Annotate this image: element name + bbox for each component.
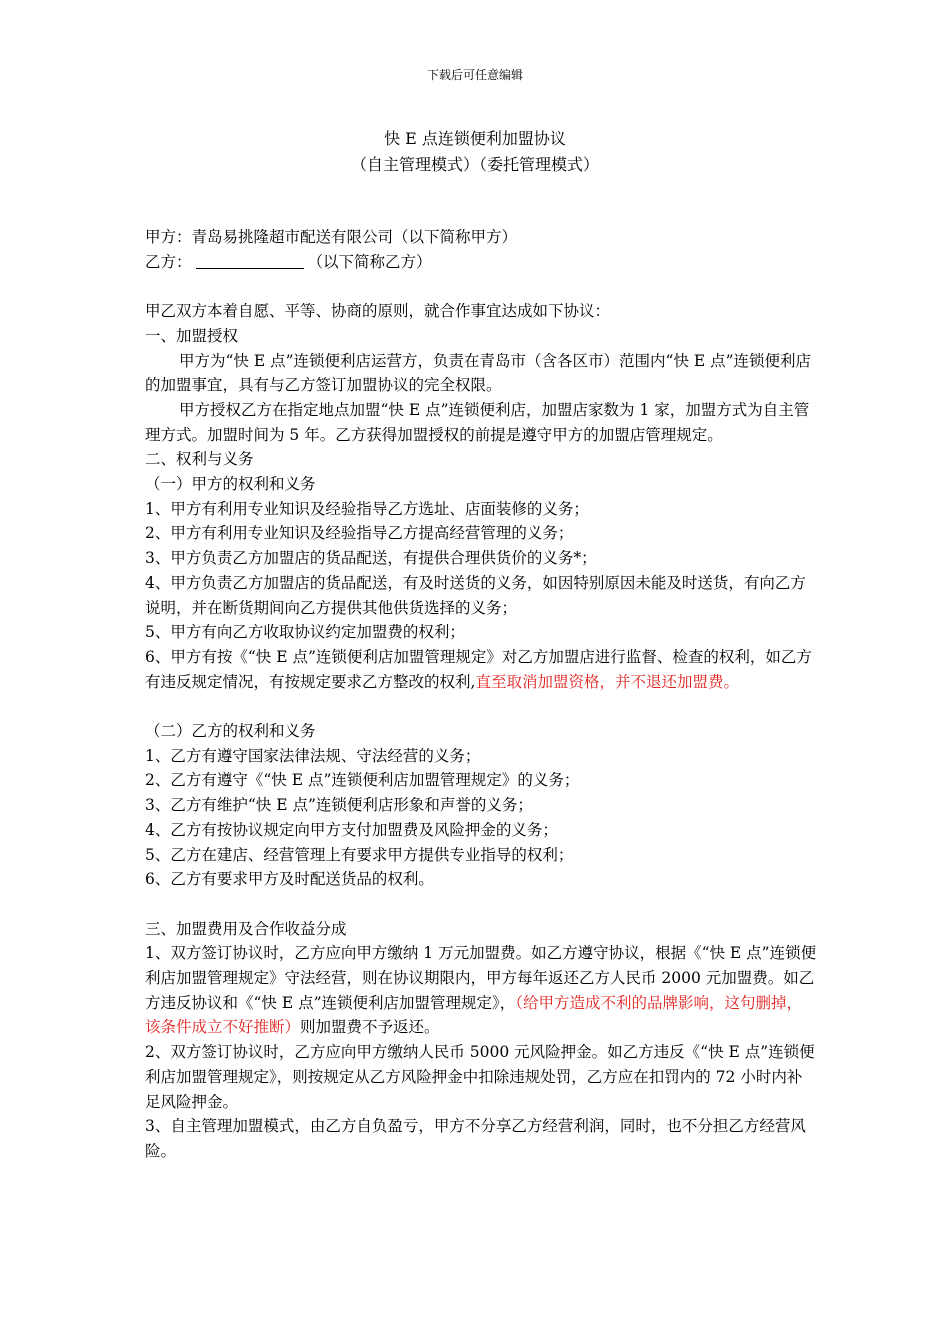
section-2b-item-3: 3、乙方有维护“快 E 点”连锁便利店形象和声誉的义务；: [145, 796, 533, 815]
document-subtitle: （自主管理模式）（委托管理模式）: [350, 155, 599, 174]
section-3-item-1-text: 1、双方签订协议时，乙方应向甲方缴纳 1 万元加盟费。如乙方遵守协议，根据《“快 E 点”连锁便利店加盟管理规定》守法经营，则在协议期限内，甲方每年返还乙方人民币 2000 元加盟费。如乙方违反协议和《“快 E 点”连锁便利店加盟管理规定》，: [145, 944, 817, 1012]
section-1-heading: 一、加盟授权: [145, 326, 239, 345]
spacer: [145, 892, 817, 917]
section-2b-item-6: 6、乙方有要求甲方及时配送货品的权利。: [145, 870, 434, 889]
intro-paragraph: 甲乙双方本着自愿、平等、协商的原则，就合作事宜达成如下协议：: [145, 302, 611, 321]
party-b-prefix: 乙方：: [145, 252, 192, 271]
section-2a-heading: （一）甲方的权利和义务: [145, 475, 316, 494]
section-3-item-1-red-note: （给甲方造成不利的品牌影响，这句删掉，该条件成立不好推断）: [145, 993, 803, 1037]
party-b: [145, 250, 817, 275]
section-2-heading: 二、权利与义务: [145, 450, 254, 469]
party-a: 甲方：青岛易挑隆超市配送有限公司（以下简称甲方）: [145, 228, 518, 246]
section-3-heading: 三、加盟费用及合作收益分成: [145, 919, 347, 938]
section-1-paragraph-2: 甲方授权乙方在指定地点加盟“快 E 点”连锁便利店，加盟店家数为 1 家，加盟方式为自主管理方式。加盟时间为 5 年。乙方获得加盟授权的前提是遵守甲方的加盟店管理规定。: [145, 400, 810, 444]
header-note: 下载后可任意编辑: [426, 68, 523, 82]
section-2a-item-2: 2、甲方有利用专业知识及经验指导乙方提高经营管理的义务；: [145, 524, 574, 543]
section-2b-item-4: 4、乙方有按协议规定向甲方支付加盟费及风险押金的义务；: [145, 820, 558, 839]
section-2a-item-5: 5、甲方有向乙方收取协议约定加盟费的权利；: [145, 623, 465, 642]
section-3-item-3: 3、自主管理加盟模式，由乙方自负盈亏，甲方不分享乙方经营利润，同时，也不分担乙方经营风险。: [145, 1117, 806, 1160]
section-1-paragraph-1: 甲方为“快 E 点”连锁便利店运营方，负责在青岛市（含各区市）范围内“快 E 点”连锁便利店的加盟事宜，具有与乙方签订加盟协议的完全权限。: [145, 351, 812, 395]
section-2b-item-2: 2、乙方有遵守《“快 E 点”连锁便利店加盟管理规定》的义务；: [145, 771, 580, 790]
section-2a-item-1: 1、甲方有利用专业知识及经验指导乙方选址、店面装修的义务；: [145, 499, 589, 518]
document-title: 快 E 点连锁便利加盟协议: [384, 129, 566, 148]
section-2b-item-1: 1、乙方有遵守国家法律法规、守法经营的义务；: [145, 746, 481, 765]
section-2a-item-4: 4、甲方负责乙方加盟店的货品配送，有及时送货的义务，如因特别原因未能及时送货，有向乙方说明，并在断货期间向乙方提供其他供货选择的义务；: [145, 573, 806, 617]
section-3-item-2: 2、双方签订协议时，乙方应向甲方缴纳人民币 5000 元风险押金。如乙方违反《“快 E 点”连锁便利店加盟管理规定》，则按规定从乙方风险押金中扣除违规处罚，乙方应在扣罚内的 72 小时内补足风险押金。: [145, 1043, 815, 1111]
party-b-suffix: （以下简称乙方）: [307, 252, 432, 271]
section-2a-item-6-red-note: 直至取消加盟资格，并不退还加盟费。: [475, 672, 739, 691]
section-3-item-1: [145, 941, 817, 1040]
section-2a-item-3: 3、甲方负责乙方加盟店的货品配送，有提供合理供货价的义务*；: [145, 549, 597, 568]
spacer: [145, 274, 817, 299]
section-2a-item-6: [145, 645, 817, 694]
section-2b-heading: （二）乙方的权利和义务: [145, 722, 316, 741]
section-2b-item-5: 5、乙方在建店、经营管理上有要求甲方提供专业指导的权利；: [145, 845, 574, 864]
document-body: [145, 225, 817, 1164]
section-2a-item-6-text: 6、甲方有按《“快 E 点”连锁便利店加盟管理规定》对乙方加盟店进行监督、检查的权利，如乙方有违反规定情况，有按规定要求乙方整改的权利,: [145, 647, 812, 691]
spacer: [145, 694, 817, 719]
party-b-name-blank: [196, 252, 304, 269]
title-block: [0, 126, 950, 178]
section-3-item-1-tail: 则加盟费不予返还。: [300, 1018, 440, 1037]
